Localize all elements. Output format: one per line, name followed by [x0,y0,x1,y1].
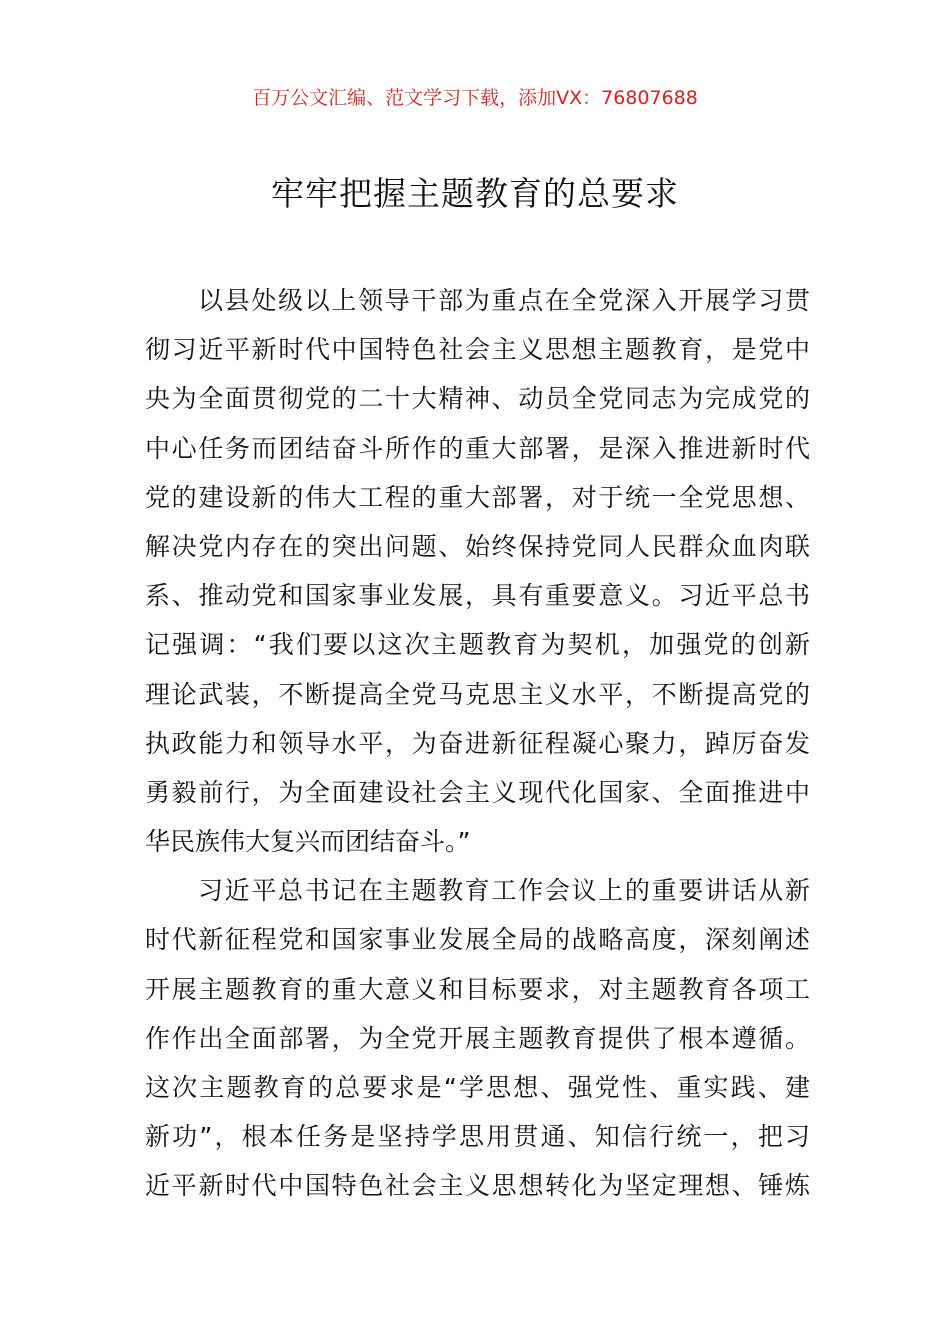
text-line: 时代新征程党和国家事业发展全局的战略高度，深刻阐述 [145,925,810,955]
text-line: 系、推动党和国家事业发展，具有重要意义。习近平总书 [145,581,810,611]
promo-header-note: 百万公文汇编、范文学习下载，添加VX：76807688 [252,87,698,109]
paragraph-2 [145,866,810,1210]
text-line: 华民族伟大复兴而团结奋斗。” [145,827,471,857]
text-line: 近平新时代中国特色社会主义思想转化为坚定理想、锤炼 [145,1171,810,1201]
text-line: 中心任务而团结奋斗所作的重大部署，是深入推进新时代 [145,433,810,463]
text-line: 习近平总书记在主题教育工作会议上的重要讲话从新 [198,876,810,906]
text-line: 这次主题教育的总要求是“学思想、强党性、重实践、建 [145,1073,810,1102]
text-line: 记强调：“我们要以这次主题教育为契机，加强党的创新 [145,630,810,660]
text-line: 以县处级以上领导干部为重点在全党深入开展学习贯 [198,286,810,315]
document-title: 牢牢把握主题教育的总要求 [271,174,679,213]
text-line: 开展主题教育的重大意义和目标要求，对主题教育各项工 [145,974,810,1004]
text-line: 央为全面贯彻党的二十大精神、动员全党同志为完成党的 [145,384,810,414]
paragraph-1 [145,276,810,866]
text-line: 作作出全面部署，为全党开展主题教育提供了根本遵循。 [145,1023,810,1053]
text-line: 彻习近平新时代中国特色社会主义思想主题教育，是党中 [145,335,810,365]
text-line: 执政能力和领导水平，为奋进新征程凝心聚力，踔厉奋发 [145,728,810,758]
text-line: 党的建设新的伟大工程的重大部署，对于统一全党思想、 [145,482,810,512]
text-line: 理论武装，不断提高全党马克思主义水平，不断提高党的 [145,679,810,709]
text-line: 解决党内存在的突出问题、始终保持党同人民群众血肉联 [145,531,810,561]
document-body [145,276,810,1211]
text-line: 勇毅前行，为全面建设社会主义现代化国家、全面推进中 [145,777,810,807]
text-line: 新功”，根本任务是坚持学思用贯通、知信行统一，把习 [145,1122,810,1152]
